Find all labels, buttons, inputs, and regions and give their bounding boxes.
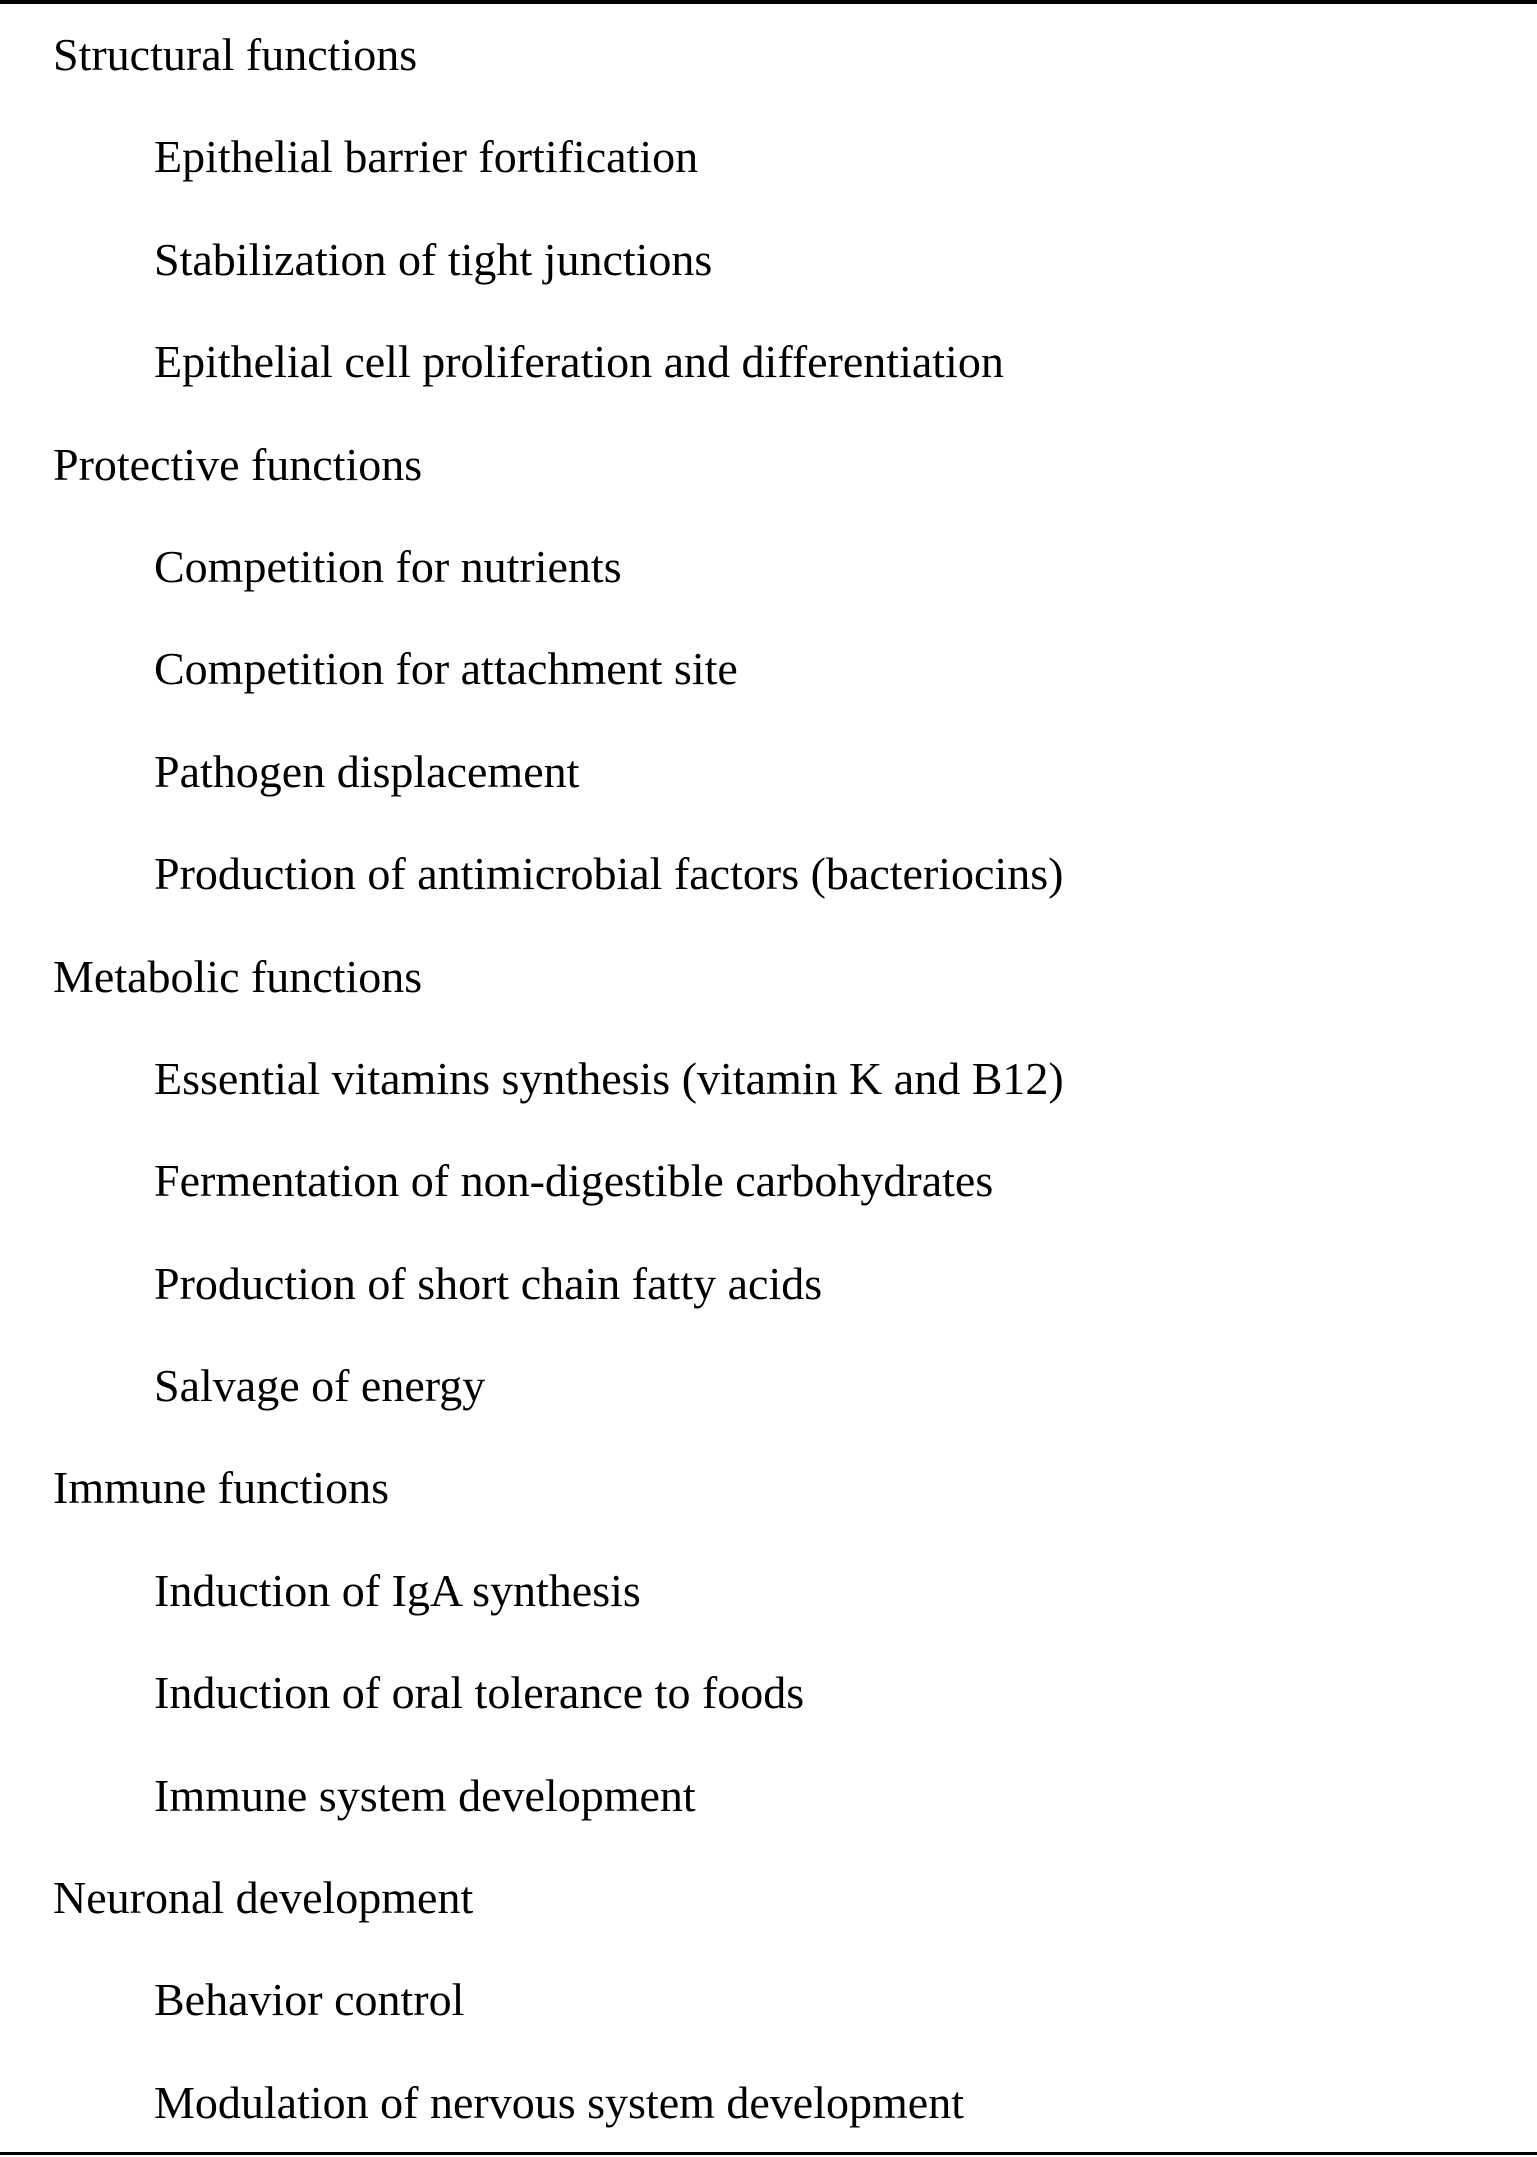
table-bottom-rule xyxy=(0,2152,1537,2155)
table-row: Production of antimicrobial factors (bacteriocins) xyxy=(154,848,1064,900)
category-heading-structural: Structural functions xyxy=(53,29,418,80)
table-row: Competition for attachment site xyxy=(154,643,738,695)
table-row: Salvage of energy xyxy=(154,1360,486,1412)
category-heading-protective: Protective functions xyxy=(53,438,423,490)
table-row: Epithelial barrier fortification xyxy=(154,131,699,183)
table-row: Modulation of nervous system development xyxy=(154,2076,964,2128)
table-row: Epithelial cell proliferation and differentiation xyxy=(154,336,1004,388)
table-row: Essential vitamins synthesis (vitamin K and B12) xyxy=(154,1052,1064,1104)
table-row: Induction of IgA synthesis xyxy=(154,1564,641,1616)
functions-table xyxy=(0,4,1537,2154)
category-heading-neuronal: Neuronal development xyxy=(53,1872,474,1924)
table-row: Immune system development xyxy=(154,1769,696,1821)
table-row: Fermentation of non-digestible carbohydrates xyxy=(154,1155,994,1207)
table-row: Induction of oral tolerance to foods xyxy=(154,1667,805,1719)
table-row: Pathogen displacement xyxy=(154,745,580,797)
table-row: Competition for nutrients xyxy=(154,540,622,592)
table-row: Production of short chain fatty acids xyxy=(154,1257,823,1309)
table-row: Stabilization of tight junctions xyxy=(154,233,713,285)
category-heading-metabolic: Metabolic functions xyxy=(53,950,423,1002)
category-heading-immune: Immune functions xyxy=(53,1462,389,1514)
table-row: Behavior control xyxy=(154,1974,465,2026)
